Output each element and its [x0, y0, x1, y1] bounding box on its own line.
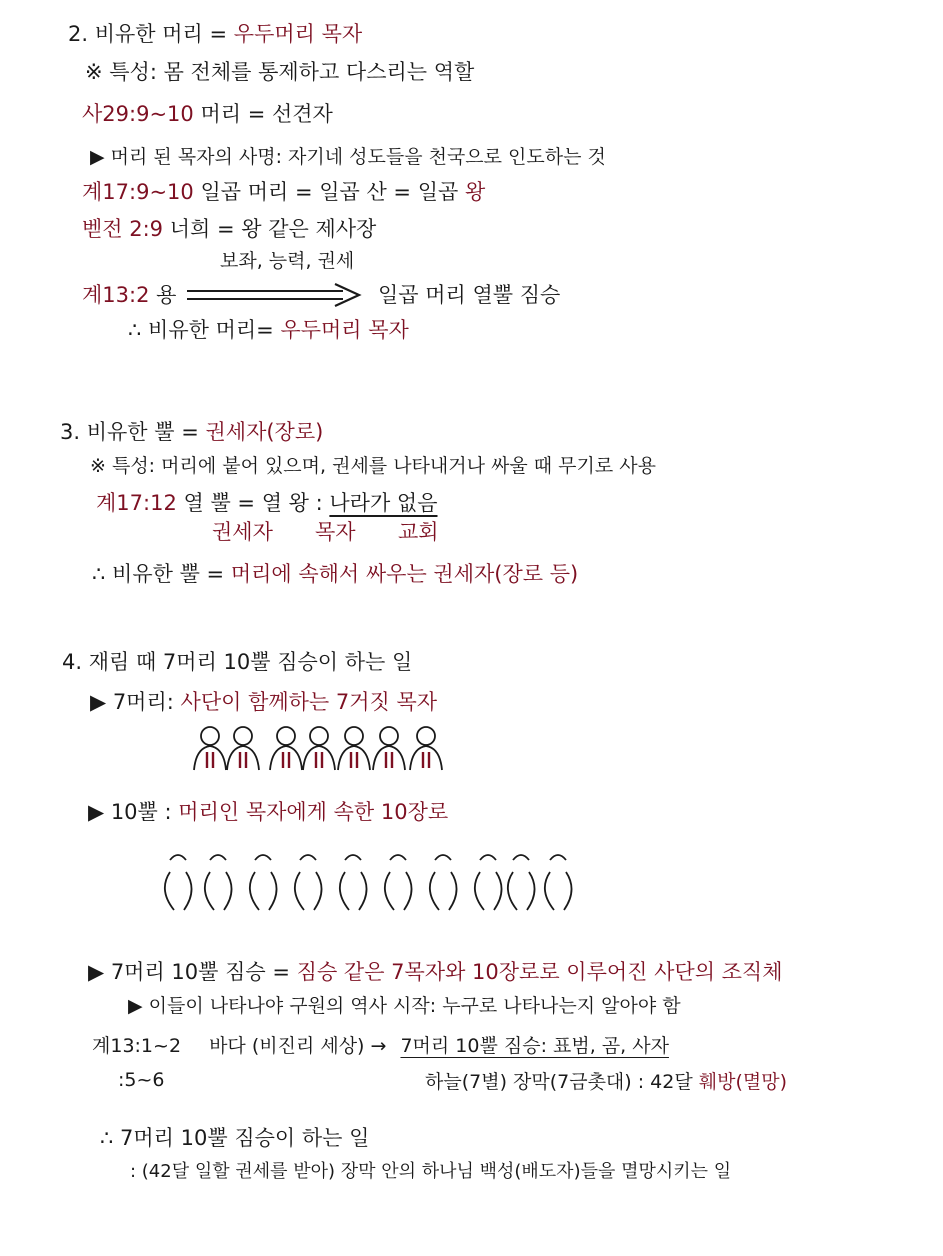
- s2-ref3: [82, 215, 376, 243]
- s2-ref3-sub: [220, 247, 354, 275]
- pastor-figure: [373, 727, 405, 770]
- s2-mission: [90, 143, 606, 171]
- double-arrow-icon: [185, 282, 365, 308]
- s2-ref3-text: 너희 = 왕 같은 제사장: [169, 217, 377, 241]
- s4-title-text: 4. 재림 때 7머리 10뿔 짐승이 하는 일: [62, 650, 413, 674]
- s3-conclusion: [92, 560, 578, 588]
- s2-conclusion-highlight: 우두머리 목자: [280, 318, 409, 342]
- s4-conclusion-text: : (42달 일할 권세를 받아) 장막 안의 하나님 백성(배도자)들을 멸망시키는 일: [130, 1161, 732, 1182]
- elder-figure: [165, 855, 192, 910]
- s2-ref1-verse: 사29:9~10: [82, 102, 194, 126]
- s4-appear: [128, 992, 681, 1020]
- s2-mission-text: ▶ 머리 된 목자의 사명: 자기네 성도들을 천국으로 인도하는 것: [90, 146, 606, 168]
- s4-ref-line1: [92, 1032, 669, 1060]
- s4-ref-line2: [118, 1066, 165, 1094]
- s4-horns-desc: 머리인 목자에게 속한 10장로: [178, 800, 449, 824]
- elder-figure: [340, 855, 367, 910]
- elder-figure: [430, 855, 457, 910]
- s3-title-prefix: 3. 비유한 뿔 =: [60, 420, 199, 444]
- seven-pastors-drawing: [188, 722, 448, 776]
- s4-horns-label: ▶ 10뿔 :: [88, 800, 172, 824]
- s2-ref3-verse: 벧전 2:9: [82, 217, 164, 241]
- s4-beast-desc: 짐승 같은 7목자와 10장로로 이루어진 사단의 조직체: [296, 960, 783, 984]
- pastor-figure: [194, 727, 226, 770]
- s4-beast: [88, 958, 783, 986]
- s3-trait: [90, 452, 656, 480]
- s3-sub-authority: 권세자: [212, 520, 273, 544]
- s4-heads-desc: 사단이 함께하는 7거짓 목자: [180, 690, 438, 714]
- s3-ref-no-nation: 나라가 없음: [329, 491, 438, 515]
- s2-ref3-sub-text: 보좌, 능력, 권세: [220, 250, 355, 272]
- s3-ref-text: 열 뿔 = 열 왕 :: [183, 491, 323, 515]
- s2-ref4-result-text: 일곱 머리 열뿔 짐승: [378, 283, 561, 307]
- s3-sub-pastor: 목자: [315, 520, 356, 544]
- s4-title: [62, 648, 412, 676]
- s4-ref-line3: [425, 1068, 787, 1096]
- s2-title-highlight: 우두머리 목자: [233, 22, 363, 46]
- s2-ref4-result: [378, 281, 560, 309]
- elder-figure: [545, 855, 572, 910]
- s2-trait-role: 다스리는 역할: [345, 60, 475, 84]
- s2-trait: [85, 58, 474, 86]
- s2-trait-text: ※ 특성: 몸 전체를 통제하고: [85, 60, 340, 84]
- s4-ref-verse2: :5~6: [118, 1069, 165, 1091]
- ten-elders-drawing: [158, 850, 578, 920]
- s2-ref1: [82, 100, 333, 128]
- s2-conclusion-prefix: ∴ 비유한 머리=: [128, 318, 274, 342]
- s3-sub-church: 교회: [398, 520, 439, 544]
- s2-title-prefix: 2. 비유한 머리 =: [68, 22, 228, 46]
- s3-title: [60, 418, 323, 446]
- s2-ref1-text: 머리 = 선견자: [200, 102, 333, 126]
- s4-heads-label: ▶ 7머리:: [90, 690, 174, 714]
- elder-figure: [295, 855, 322, 910]
- s3-ref: [96, 489, 438, 517]
- pastor-figure: [227, 727, 259, 770]
- elder-figure: [385, 855, 412, 910]
- s4-conclusion-body: [130, 1158, 731, 1186]
- s4-appear-text: ▶ 이들이 나타나야 구원의 역사 시작: 누구로 나타나는지 알아야 함: [128, 995, 681, 1017]
- s2-ref4: [82, 281, 176, 309]
- s4-horns: [88, 798, 448, 826]
- s2-ref2-king: 왕: [464, 180, 486, 204]
- pastor-figure: [303, 727, 335, 770]
- s3-conclusion-highlight: 머리에 속해서 싸우는 권세자(장로 등): [230, 562, 579, 586]
- pastor-figure: [410, 727, 442, 770]
- s2-ref2-text: 일곱 머리 = 일곱 산 = 일곱: [200, 180, 459, 204]
- s4-conclusion-heading: ∴ 7머리 10뿔 짐승이 하는 일: [100, 1126, 370, 1150]
- s3-trait-text: ※ 특성: 머리에 붙어 있으며, 권세를 나타내거나 싸울 때 무기로 사용: [90, 455, 656, 477]
- elder-figure: [508, 855, 535, 910]
- s2-ref2: [82, 178, 485, 206]
- s4-beast-label: ▶ 7머리 10뿔 짐승 =: [88, 960, 290, 984]
- s2-title: [68, 20, 362, 48]
- s3-title-highlight: 권세자(장로): [205, 420, 324, 444]
- elder-figure: [250, 855, 277, 910]
- s4-ref-verse: 계13:1~2: [92, 1035, 182, 1057]
- s2-ref4-dragon: 용: [156, 283, 177, 307]
- pastor-figure: [338, 727, 370, 770]
- s2-ref4-verse: 계13:2: [82, 283, 150, 307]
- pastor-figure: [270, 727, 302, 770]
- elder-figure: [475, 855, 502, 910]
- s4-ref-beast: 7머리 10뿔 짐승: 표범, 곰, 사자: [400, 1035, 669, 1057]
- s2-ref2-verse: 계17:9~10: [82, 180, 194, 204]
- s4-heads: [90, 688, 437, 716]
- s4-ref-sea: 바다 (비진리 세상) →: [209, 1035, 387, 1057]
- s2-conclusion: [128, 316, 409, 344]
- s4-ref-blaspheme: 훼방(멸망): [698, 1071, 788, 1093]
- s3-ref-verse: 계17:12: [96, 491, 177, 515]
- elder-figure: [205, 855, 232, 910]
- s3-conclusion-prefix: ∴ 비유한 뿔 =: [92, 562, 225, 586]
- s4-ref-heaven: 하늘(7별) 장막(7금촛대) : 42달: [425, 1071, 693, 1093]
- s4-conclusion-title: [100, 1124, 369, 1152]
